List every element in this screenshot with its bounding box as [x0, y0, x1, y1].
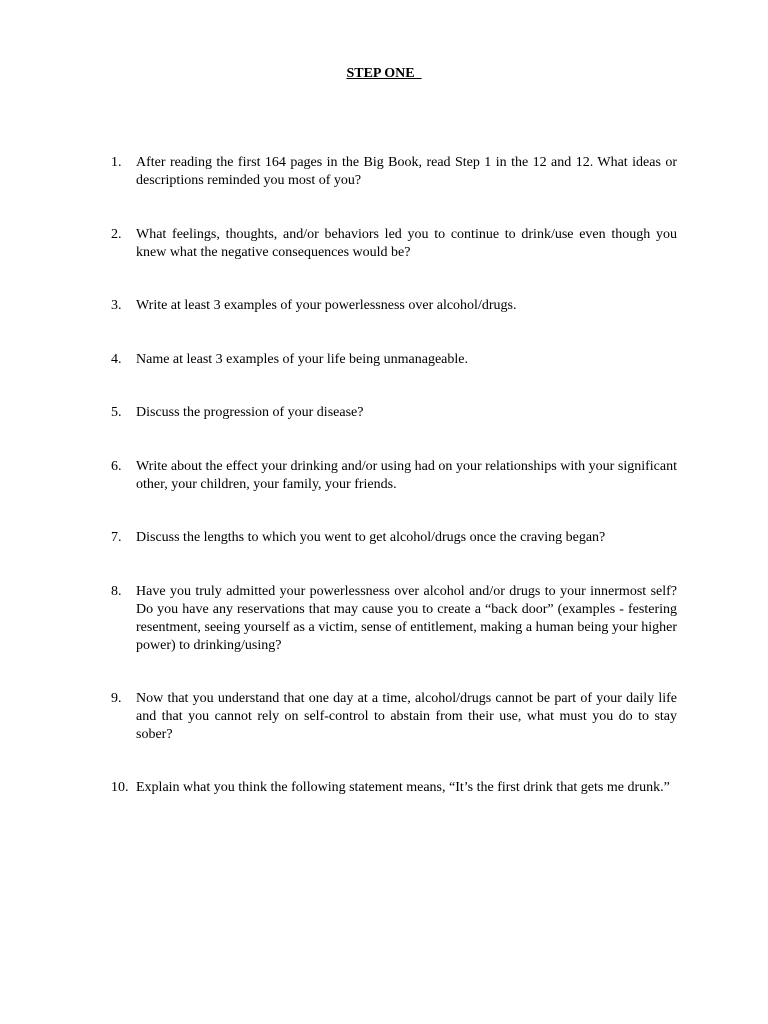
question-number: 10. [111, 780, 129, 795]
question-number: 6. [111, 459, 122, 474]
question-3 [111, 297, 677, 315]
question-9 [111, 690, 677, 744]
question-number: 1. [111, 155, 122, 170]
question-number: 4. [111, 352, 122, 367]
question-text: Write about the effect your drinking and/or using had on your relationships with your significant other, your children, your family, your friends. [136, 459, 677, 492]
question-text: Write at least 3 examples of your powerlessness over alcohol/drugs. [136, 298, 517, 313]
question-text: What feelings, thoughts, and/or behaviors led you to continue to drink/use even though you knew what the negative consequences would be? [136, 227, 677, 260]
question-8 [111, 583, 677, 655]
question-text: Name at least 3 examples of your life being unmanageable. [136, 352, 468, 367]
question-text: Discuss the progression of your disease? [136, 405, 364, 420]
question-text: After reading the first 164 pages in the Big Book, read Step 1 in the 12 and 12. What ideas or descriptions reminded you most of you? [136, 155, 677, 188]
question-number: 2. [111, 227, 122, 242]
page-title [0, 66, 768, 82]
question-7 [111, 529, 677, 547]
page-title-text: STEP ONE [346, 66, 422, 81]
question-text: Discuss the lengths to which you went to get alcohol/drugs once the craving began? [136, 530, 606, 545]
question-4 [111, 351, 677, 369]
question-number: 7. [111, 530, 122, 545]
question-number: 9. [111, 691, 122, 706]
question-5 [111, 404, 677, 422]
question-text: Explain what you think the following statement means, “It’s the first drink that gets me drunk.” [136, 780, 670, 795]
question-number: 8. [111, 584, 122, 599]
question-1 [111, 154, 677, 190]
question-number: 5. [111, 405, 122, 420]
question-6 [111, 458, 677, 494]
question-10 [111, 779, 677, 797]
question-text: Have you truly admitted your powerlessness over alcohol and/or drugs to your innermost self? Do you have any reservations that may cause you to create a “back door” (examples - festering resentment, seeing yourself as a victim, sense of entitlement, making a human being your higher power) to drinking/using? [136, 584, 677, 653]
question-text: Now that you understand that one day at a time, alcohol/drugs cannot be part of your daily life and that you cannot rely on self-control to abstain from their use, what must you do to stay sober? [136, 691, 677, 742]
question-number: 3. [111, 298, 122, 313]
question-2 [111, 226, 677, 262]
